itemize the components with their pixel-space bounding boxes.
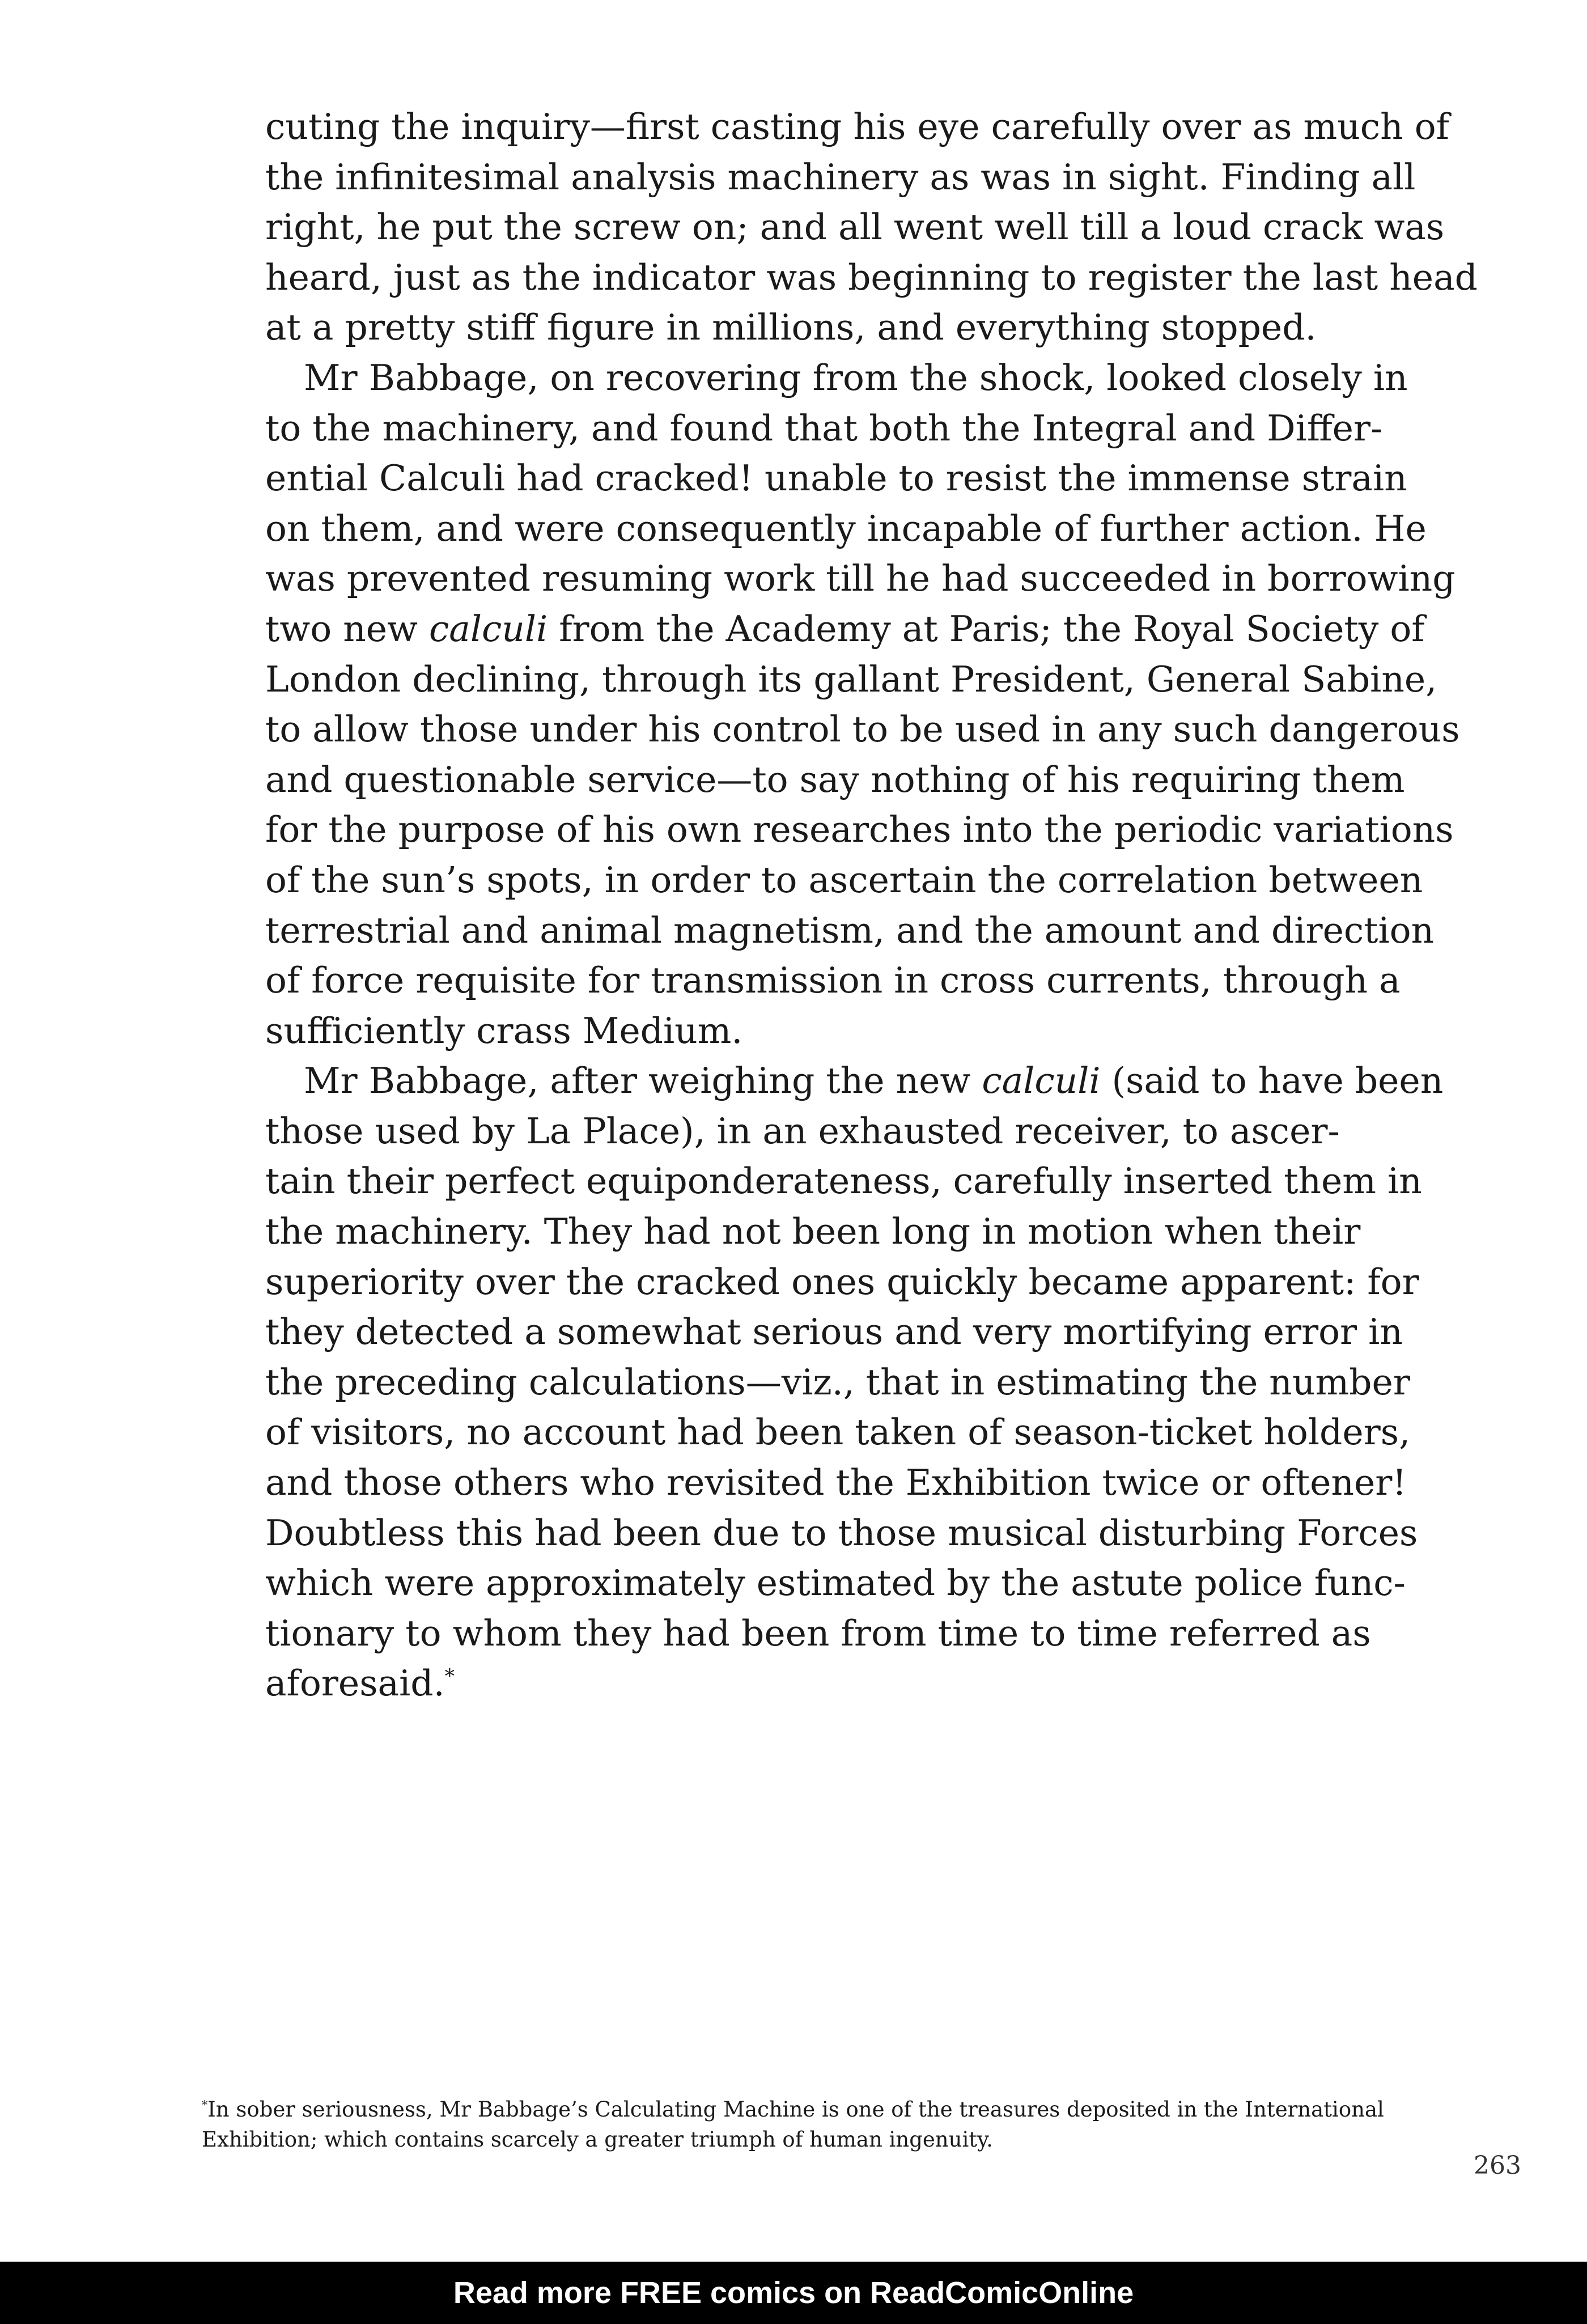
banner-link-text[interactable]: Read more FREE comics on ReadComicOnline (453, 2276, 1134, 2310)
paragraph (265, 102, 1478, 353)
text-line: two new calculi from the Academy at Paris; the Royal Society of (265, 608, 1425, 650)
text-line: tionary to whom they had been from time to time referred as (265, 1612, 1371, 1654)
text-line: right, he put the screw on; and all went well till a loud crack was (265, 206, 1445, 248)
text-line: of visitors, no account had been taken of season-ticket holders, (265, 1411, 1411, 1453)
footnote-line: Exhibition; which contains scarcely a greater triumph of human ingenuity. (202, 2127, 993, 2152)
text-line: and questionable service—to say nothing of his requiring them (265, 758, 1405, 800)
body-text (265, 102, 1478, 1709)
footnote (202, 2094, 1384, 2155)
text-line: the preceding calculations—viz., that in estimating the number (265, 1361, 1410, 1403)
italic-term: calculi (982, 1060, 1101, 1102)
footnote-line: *In sober seriousness, Mr Babbage’s Calculating Machine is one of the treasures deposited in the International (202, 2097, 1384, 2122)
text-line: heard, just as the indicator was beginning to register the last head (265, 256, 1478, 298)
text-line: those used by La Place), in an exhausted receiver, to ascer- (265, 1110, 1340, 1152)
text-line: on them, and were consequently incapable of further action. He (265, 507, 1427, 549)
paragraph (265, 1056, 1444, 1709)
text-line: tain their perfect equiponderateness, carefully inserted them in (265, 1160, 1422, 1202)
text-line: was prevented resuming work till he had succeeded in borrowing (265, 558, 1456, 600)
footnote-reference[interactable]: * (444, 1665, 455, 1689)
text-line: Doubtless this had been due to those musical disturbing Forces (265, 1512, 1418, 1554)
page-number: 263 (1474, 2151, 1521, 2180)
text-line: to the machinery, and found that both the Integral and Differ- (265, 407, 1383, 449)
text-line: ential Calculi had cracked! unable to resist the immense strain (265, 457, 1407, 499)
text-line: superiority over the cracked ones quickly became apparent: for (265, 1261, 1419, 1303)
text-line: to allow those under his control to be used in any such dangerous (265, 709, 1460, 750)
text-line: aforesaid.* (265, 1663, 455, 1704)
text-line: the infinitesimal analysis machinery as was in sight. Finding all (265, 156, 1416, 198)
italic-term: calculi (429, 608, 548, 650)
text-line: Mr Babbage, after weighing the new calculi (said to have been (304, 1060, 1444, 1102)
text-line: of the sun’s spots, in order to ascertain the correlation between (265, 859, 1423, 901)
text-line: they detected a somewhat serious and very mortifying error in (265, 1311, 1403, 1353)
footnote-marker: * (202, 2098, 208, 2112)
text-line: for the purpose of his own researches into the periodic variations (265, 809, 1454, 851)
text-line: sufficiently crass Medium. (265, 1010, 743, 1051)
text-line: terrestrial and animal magnetism, and the amount and direction (265, 909, 1435, 951)
text-line: at a pretty stiff figure in millions, and everything stopped. (265, 307, 1317, 349)
text-line: Mr Babbage, on recovering from the shock, looked closely in (304, 357, 1408, 398)
text-line: London declining, through its gallant President, General Sabine, (265, 658, 1437, 700)
text-line: cuting the inquiry—first casting his eye carefully over as much of (265, 106, 1449, 147)
text-line: which were approximately estimated by the astute police func- (265, 1562, 1406, 1604)
paragraph (265, 353, 1460, 1056)
promo-banner[interactable] (0, 2262, 1587, 2324)
text-line: and those others who revisited the Exhibition twice or oftener! (265, 1462, 1407, 1504)
text-line: the machinery. They had not been long in motion when their (265, 1211, 1361, 1253)
text-line: of force requisite for transmission in cross currents, through a (265, 960, 1401, 1002)
